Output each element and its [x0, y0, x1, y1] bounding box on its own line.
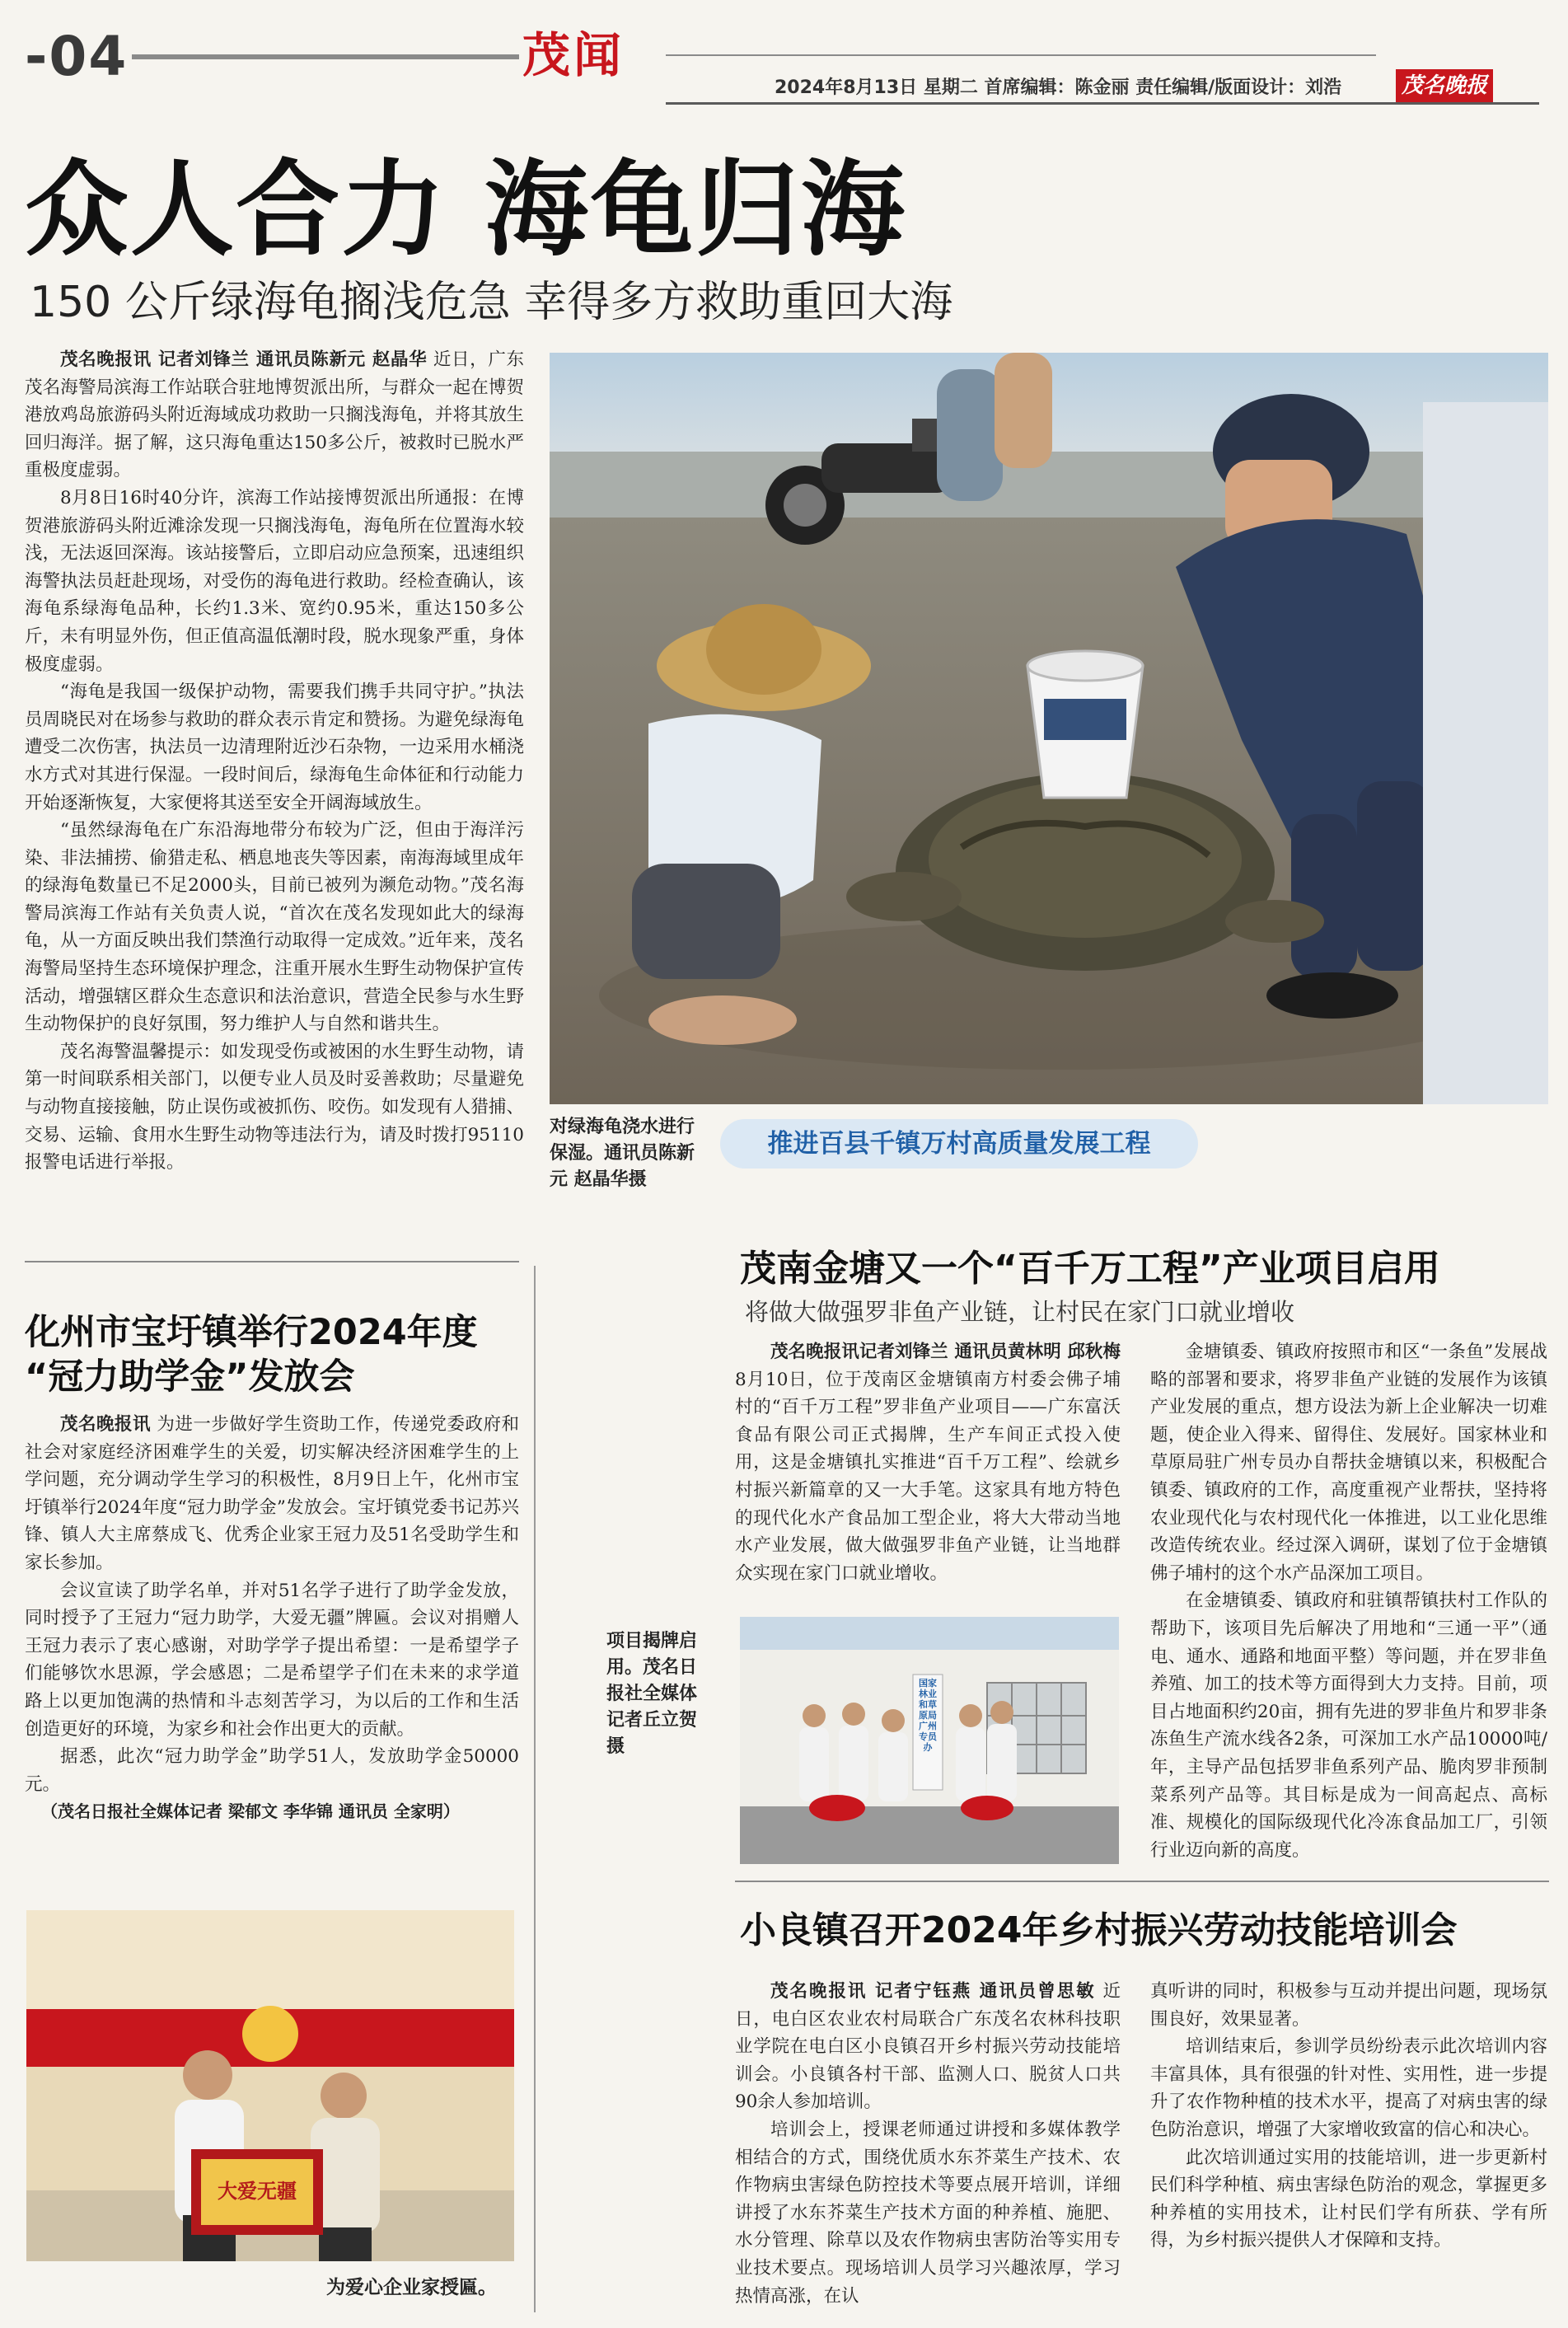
lead-paragraph: “虽然绿海龟在广东沿海地带分布较为广泛，但由于海洋污染、非法捕捞、偷猎走私、栖息地丧失等因素，南海海域里成年的绿海龟数量已不足2000头，目前已被列为濒危动物。”茂名海警局滨海工作站有关负责人说，“首次在茂名发现如此大的绿海龟，从一方面反映出我们禁渔行动取得一定成效。”近年来，茂名海警局坚持生态环境保护理念，注重开展水生野生动物保护宣传活动，增强辖区群众生态意识和法治意识，营造全民参与水生野生动物保护的良好氛围，努力维护人与自然和谐共生。 — [25, 820, 524, 1035]
scholarship-text-column — [25, 1411, 519, 1826]
lead-title: 众人合力 海龟归海 — [25, 149, 906, 270]
scholarship-byline: 茂名晚报讯 — [60, 1414, 152, 1435]
column-divider — [534, 1266, 536, 2312]
section-rule — [25, 1261, 519, 1262]
campaign-banner — [720, 1119, 1198, 1169]
scholarship-paragraph: 茂名晚报讯 为进一步做好学生资助工作，传递党委政府和社会对家庭经济困难学生的关爱，切实解决经济困难学生的上学问题，充分调动学生学习的积极性，8月9日上午，化州市宝圩镇举行2024年度“冠力助学金”发放会。宝圩镇党委书记苏兴锋、镇人大主席蔡成飞、优秀企业家王冠力及51名受助学生和家长参加。 — [25, 1414, 519, 1573]
training-paragraph: 培训会上，授课老师通过讲授和多媒体教学相结合的方式，围绕优质水东芥菜生产技术、农作物病虫害绿色防控技术等要点展开培训，详细讲授了水东芥菜生产技术方面的种养植、施肥、水分管理、除草以及农作物病虫害防治等实用专业技术要点。现场培训人员学习兴趣浓厚，学习热情高涨，在认 — [735, 2119, 1121, 2307]
training-paragraph: 茂名晚报讯 记者宁钰燕 通讯员曾思敏 近日，电白区农业农村局联合广东茂名农林科技职业学院在电白区小良镇召开乡村振兴劳动技能培训会。小良镇各村干部、监测人口、脱贫人口共90余人参加培训。 — [735, 1981, 1121, 2113]
scholarship-paragraph: 据悉，此次“冠力助学金”助学51人，发放助学金50000元。 — [25, 1746, 519, 1795]
training-byline: 茂名晚报讯 记者宁钰燕 通讯员曾思敏 — [770, 1981, 1096, 2002]
lead-paragraph: “海龟是我国一级保护动物，需要我们携手共同守护。”执法员周晓民对在场参与救助的群众表示肯定和赞扬。为避免绿海龟遭受二次伤害，执法员一边清理附近沙石杂物，一边采用水桶浇水方式对其进行保湿。一段时间后，绿海龟生命体征和行动能力开始逐渐恢复，大家便将其送至安全开阔海域放生。 — [25, 682, 524, 813]
masthead-logo: 茂名晚报 — [1396, 69, 1493, 102]
training-paragraph: 真听讲的同时，积极参与互动并提出问题，现场氛围良好，效果显著。 — [1150, 1981, 1547, 2030]
sea-turtle-rescue-photo — [550, 353, 1548, 1104]
training-title: 小良镇召开2024年乡村振兴劳动技能培训会 — [740, 1909, 1458, 1951]
section-rule — [735, 1881, 1549, 1882]
scholarship-paragraph: 会议宣读了助学名单，并对51名学子进行了助学金发放，同时授予了王冠力“冠力助学，大爱无疆”牌匾。会议对捐赠人王冠力表示了衷心感谢，对助学学子提出希望：一是希望学子们能够饮水思源，学会感恩；二是希望学子们在未来的求学道路上以更加饱满的热情和斗志刻苦学习，为以后的工作和生活创造更好的环境，为家乡和社会作出更大的贡献。 — [25, 1580, 519, 1740]
jintang-paragraph: 在金塘镇委、镇政府和驻镇帮镇扶村工作队的帮助下，该项目先后解决了用地和“三通一平”（通电、通水、通路和地面平整）等问题，并在罗非鱼养殖、加工的技术等方面得到大力支持。目前，项目占地面积约20亩，拥有先进的罗非鱼片和罗非条冻鱼生产流水线各2条，可深加工水产品10000吨/年，主导产品包括罗非鱼系列产品、脆肉罗非预制菜系列产品等。其目标是成为一间高起点、高标准、规模化的国际级现代化冷冻食品加工厂，引领行业迈向新的高度。 — [1150, 1590, 1547, 1861]
sea-turtle-rescue-illustration — [550, 353, 1548, 1104]
lead-byline: 茂名晚报讯 记者刘锋兰 通讯员陈新元 赵晶华 — [60, 349, 428, 370]
jintang-text-left — [735, 1338, 1121, 1587]
jintang-title: 茂南金塘又一个“百千万工程”产业项目启用 — [740, 1248, 1440, 1290]
page-number: -04 — [25, 25, 129, 88]
scholarship-photo-caption: 为爱心企业家授匾。 — [326, 2277, 497, 2298]
plaque-text: 大爱无疆 — [218, 2180, 297, 2203]
scholarship-title-line2: “冠力助学金”发放会 — [25, 1356, 355, 1398]
header-info: 2024年8月13日 星期二 首席编辑：陈金丽 责任编辑/版面设计：刘浩 — [775, 77, 1342, 98]
lead-text-column — [25, 346, 524, 1177]
training-paragraph: 此次培训通过实用的技能培训，进一步更新村民们科学种植、病虫害绿色防治的观念，掌握更多种养植的实用技术，让村民们学有所获、学有所得，为乡村振兴提供人才保障和支持。 — [1150, 2147, 1547, 2251]
training-text-right — [1150, 1978, 1547, 2255]
lead-photo-caption: 对绿海龟浇水进行保湿。通讯员陈新元 赵晶华摄 — [550, 1117, 695, 1190]
section-name: 茂闻 — [522, 27, 625, 83]
campaign-banner-text: 推进百县千镇万村高质量发展工程 — [767, 1129, 1151, 1159]
jintang-paragraph: 金塘镇委、镇政府按照市和区“一条鱼”发展战略的部署和要求，将罗非鱼产业链的发展作为该镇产业发展的重点，想方设法为新上企业解决一切难题，使企业入得来、留得住、发展好。国家林业和草原局驻广州专员办自帮扶金塘镇以来，积极配合镇委、镇政府的工作，高度重视产业帮扶，坚持将农业现代化与农村现代化一体推进，以工业化思维改造传统农业。经过深入调研，谋划了位于金塘镇佛子埔村的这个水产品深加工项目。 — [1150, 1342, 1547, 1584]
jintang-text-right — [1150, 1338, 1547, 1864]
lead-paragraph: 茂名海警温馨提示：如发现受伤或被困的水生野生动物，请第一时间联系相关部门，以便专业人员及时妥善救助；尽量避免与动物直接接触，防止误伤或被抓伤、咬伤。如发现有人猎捕、交易、运输、食用水生野生动物等违法行为，请及时拨打95110报警电话进行举报。 — [25, 1041, 524, 1173]
jintang-byline: 茂名晚报讯记者刘锋兰 通讯员黄林明 邱秋梅 — [770, 1342, 1121, 1362]
jintang-subtitle: 将做大做强罗非鱼产业链，让村民在家门口就业增收 — [745, 1298, 1295, 1326]
jintang-paragraph: 茂名晚报讯记者刘锋兰 通讯员黄林明 邱秋梅 8月10日，位于茂南区金塘镇南方村委会佛子埔村的“百千万工程”罗非鱼产业项目——广东富沃食品有限公司正式揭牌，生产车间正式投入使用，这是金塘镇扎实推进“百千万工程”、绘就乡村振兴新篇章的又一大手笔。这家具有地方特色的现代化水产食品加工型企业，将大大带动当地水产业发展，做大做强罗非鱼产业链，让当地群众实现在家门口就业增收。 — [735, 1342, 1121, 1584]
lead-paragraph: 8月8日16时40分许，滨海工作站接博贺派出所通报：在博贺港旅游码头附近滩涂发现一只搁浅海龟，海龟所在位置海水较浅，无法返回深海。该站接警后，立即启动应急预案，迅速组织海警执法员赶赴现场，对受伤的海龟进行救助。经检查确认，该海龟系绿海龟品种，长约1.3米、宽约0.95米，重达150多公斤，未有明显外伤，但正值高温低潮时段，脱水现象严重，身体极度虚弱。 — [25, 487, 524, 675]
header-rule-right — [666, 54, 1376, 56]
lead-paragraph: 茂名晚报讯 记者刘锋兰 通讯员陈新元 赵晶华 近日，广东茂名海警局滨海工作站联合驻地博贺派出所，与群众一起在博贺港放鸡岛旅游码头附近海域成功救助一只搁浅海龟，并将其放生回归海洋。据了解，这只海龟重达150多公斤，被救时已脱水严重极度虚弱。 — [25, 349, 524, 481]
plaque-unveiling-photo — [740, 1617, 1119, 1864]
scholarship-title-line1: 化州市宝圩镇举行2024年度 — [25, 1312, 478, 1353]
scholarship-credit: （茂名日报社全媒体记者 梁郁文 李华锦 通讯员 全家明） — [41, 1801, 460, 1822]
jintang-photo-caption: 项目揭牌启用。茂名日报社全媒体记者丘立贺摄 — [606, 1631, 698, 1757]
header-rule-left — [132, 54, 519, 59]
plaque-award-photo — [26, 1910, 514, 2261]
plaque-award-illustration — [26, 1910, 514, 2261]
training-text-left — [735, 1978, 1121, 2310]
header-underline — [666, 102, 1539, 105]
lead-subtitle: 150 公斤绿海龟搁浅危急 幸得多方救助重回大海 — [30, 278, 953, 327]
training-paragraph: 培训结束后，参训学员纷纷表示此次培训内容丰富具体，具有很强的针对性、实用性，进一步提升了农作物种植的技术水平，提高了对病虫害的绿色防治意识，增强了大家增收致富的信心和决心。 — [1150, 2036, 1547, 2140]
unveiled-sign-text: 国家林业和草原局广州专员办 — [919, 1678, 937, 1753]
